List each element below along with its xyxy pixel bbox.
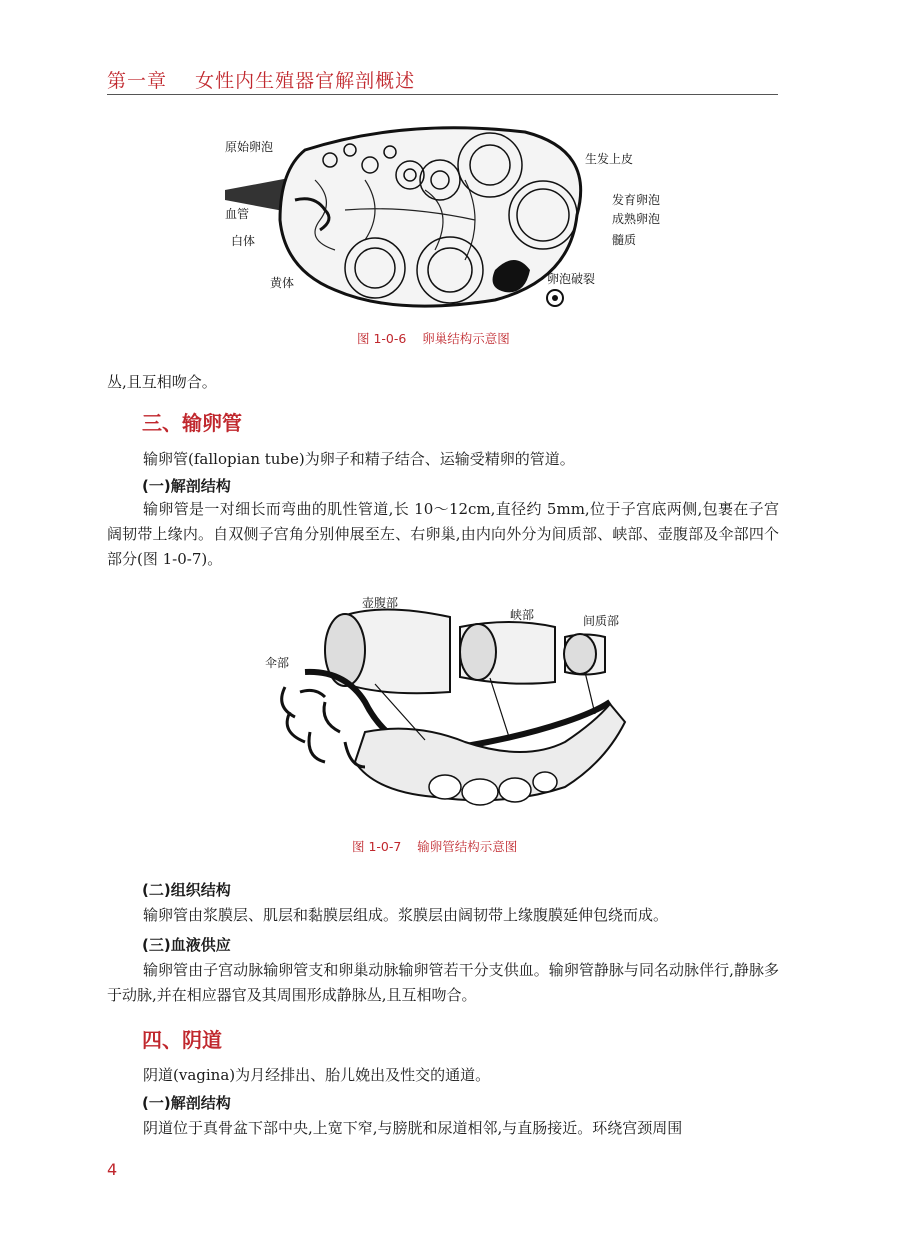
label-interstitial-portion: 间质部: [583, 614, 620, 628]
fallopian-tube-figure: [265, 592, 635, 817]
label-medulla: 髓质: [612, 233, 637, 247]
section-3-title: 三、输卵管: [142, 411, 242, 435]
label-blood-vessel: 血管: [225, 207, 250, 221]
header-rule: [107, 94, 778, 95]
subsection-1-title: (一)解剖结构: [142, 477, 231, 495]
paragraph-1: 输卵管(fallopian tube)为卵子和精子结合、运输受精卵的管道。: [143, 450, 575, 468]
paragraph-5: 阴道(vagina)为月经排出、胎儿娩出及性交的通道。: [143, 1066, 491, 1084]
subsection-3-title: (三)血液供应: [142, 936, 231, 954]
label-corpus-luteum: 黄体: [270, 276, 295, 290]
fallopian-tube-illustration: [265, 592, 635, 817]
page-number: 4: [107, 1160, 118, 1179]
subsection-4-title: (一)解剖结构: [142, 1094, 231, 1112]
label-follicle-rupture: 卵泡破裂: [547, 272, 596, 286]
paragraph-6: 阴道位于真骨盆下部中央,上宽下窄,与膀胱和尿道相邻,与直肠接近。环绕宫颈周围: [143, 1119, 683, 1137]
label-isthmus: 峡部: [510, 608, 535, 622]
paragraph-3: 输卵管由浆膜层、肌层和黏膜层组成。浆膜层由阔韧带上缘腹膜延伸包绕而成。: [143, 906, 669, 924]
figure2-caption: 图 1-0-7 输卵管结构示意图: [352, 839, 518, 854]
label-developing-follicle: 发育卵泡: [612, 193, 661, 207]
paragraph-2: 输卵管是一对细长而弯曲的肌性管道,长 10～12cm,直径约 5mm,位于子宫底两侧,包裹在子宫阔韧带上缘内。自双侧子宫角分别伸展至左、右卵巢,由内向外分为间质部、峡部、壶腹部及伞部四个部分(图 1-0-7)。: [107, 500, 779, 568]
subsection-2-title: (二)组织结构: [142, 881, 231, 899]
paragraph-0: 丛,且互相吻合。: [107, 373, 217, 391]
label-mature-follicle: 成熟卵泡: [612, 212, 661, 226]
label-ampulla: 壶腹部: [362, 596, 399, 610]
label-germinal-epithelium: 生发上皮: [585, 152, 634, 166]
paragraph-4: 输卵管由子宫动脉输卵管支和卵巢动脉输卵管若干分支供血。输卵管静脉与同名动脉伴行,静脉多于动脉,并在相应器官及其周围形成静脉丛,且互相吻合。: [107, 961, 779, 1004]
ovary-figure: [225, 120, 661, 320]
chapter-header: 第一章 女性内生殖器官解剖概述: [107, 70, 416, 92]
figure1-caption: 图 1-0-6 卵巢结构示意图: [357, 331, 510, 346]
label-corpus-albicans: 白体: [231, 234, 256, 248]
label-primordial-follicle: 原始卵泡: [225, 140, 274, 154]
section-4-title: 四、阴道: [142, 1028, 222, 1052]
label-fimbria: 伞部: [265, 656, 290, 670]
